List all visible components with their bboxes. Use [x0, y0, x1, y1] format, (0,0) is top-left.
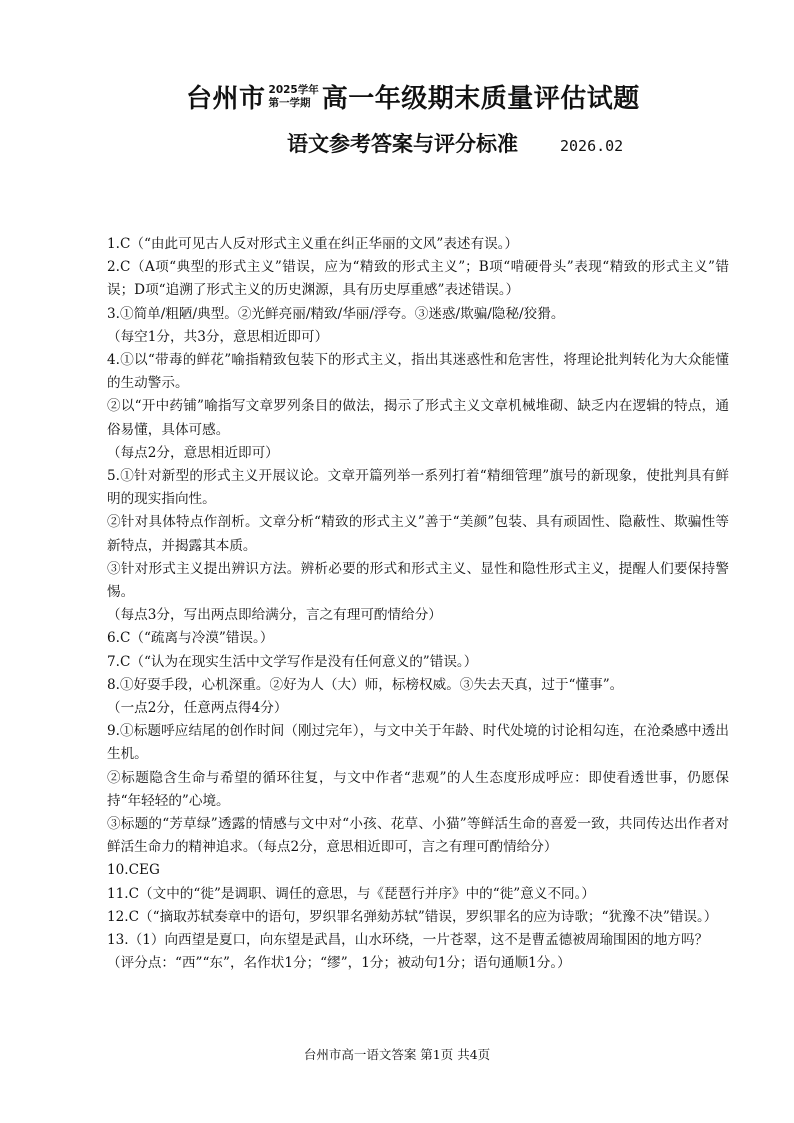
answer-line: 7.C（“认为在现实生活中文学写作是没有任何意义的”错误。）	[107, 653, 478, 670]
answer-line: 8.①好耍手段，心机深重。②好为人（大）师，标榜权威。③失去天真，过于“懂事”。	[107, 676, 624, 693]
subtitle-row	[287, 128, 623, 158]
scoring-note: （每空1分，共3分，意思相近即可）	[107, 328, 329, 345]
school-year: 2025学年	[268, 83, 319, 96]
scoring-note: （每点2分，意思相近即可）	[107, 444, 279, 461]
answer-line: 1.C（“由此可见古人反对形式主义重在纠正华丽的文风”表述有误。）	[107, 236, 519, 252]
answer-line: ③针对形式主义提出辨识方法。辨析必要的形式和形式主义、显性和隐性形式主义，提醒人们要保持警惕。	[107, 560, 729, 601]
answer-line: 13.（1）向西望是夏口，向东望是武昌，山水环绕，一片苍翠，这不是曹孟德被周瑜围困的地方吗？	[107, 932, 709, 949]
answer-line: 2.C（A项“典型的形式主义”错误，应为“精致的形式主义”；B项“啃硬骨头”表现“精致的形式主义”错误；D项“追溯了形式主义的历史渊源，具有历史厚重感”表述错误。）	[107, 259, 729, 299]
exam-title-row	[186, 78, 640, 115]
scoring-note: （每点3分，写出两点即给满分，言之有理可酌情给分）	[107, 607, 442, 624]
answer-line: ②以“开中药铺”喻指写文章罗列条目的做法，揭示了形式主义文章机械堆砌、缺乏内在逻辑的特点，通俗易懂，具体可感。	[107, 398, 729, 438]
answer-line: 5.①针对新型的形式主义开展议论。文章开篇列举一系列打着“精细管理”旗号的新现象，使批判具有鲜明的现实指向性。	[107, 468, 729, 508]
answer-line: 6.C（“疏离与冷漠”错误。）	[107, 630, 274, 647]
exam-title: 高一年级期末质量评估试题	[321, 84, 640, 114]
answer-line: 4.①以“带毒的鲜花”喻指精致包装下的形式主义，指出其迷惑性和危害性，将理论批判转化为大众能懂的生动警示。	[107, 352, 729, 392]
city-name: 台州市	[186, 84, 266, 114]
answer-line: ②针对具体特点作剖析。文章分析“精致的形式主义”善于“美颜”包装、具有顽固性、隐蔽性、欺骗性等新特点，并揭露其本质。	[107, 514, 729, 554]
answer-line: 12.C（“摘取苏轼奏章中的语句，罗织罪名弹劾苏轼”错误，罗织罪名的应为诗歌；“犹豫不决”错误。）	[107, 908, 718, 925]
scoring-note: （评分点：“西”“东”，名作状1分；“缪”，1分；被动句1分；语句通顺1分。）	[107, 955, 571, 972]
answer-line: ②标题隐含生命与希望的循环往复，与文中作者“悲观”的人生态度形成呼应：即使看透世事，仍愿保持“年轻轻的”心境。	[107, 769, 729, 809]
answer-line: 10.CEG	[107, 862, 160, 879]
answer-list	[107, 233, 729, 976]
document-date: 2026.02	[560, 137, 624, 155]
answer-line: ③标题的“芳草绿”透露的情感与文中对“小孩、花草、小猫”等鲜活生命的喜爱一致，共同传达出作者对鲜活生命力的精神追求。（每点2分，意思相近即可，言之有理可酌情给分）	[107, 816, 729, 856]
answer-line: 9.①标题呼应结尾的创作时间（刚过完年），与文中关于年龄、时代处境的讨论相勾连，在沧桑感中透出生机。	[107, 723, 729, 763]
answer-line: 3.①简单/粗陋/典型。②光鲜亮丽/精致/华丽/浮夸。③迷惑/欺骗/隐秘/狡猾。	[107, 305, 565, 322]
school-term: 第一学期	[268, 96, 311, 109]
document-subtitle: 语文参考答案与评分标准	[287, 132, 518, 156]
page-footer: 台州市高一语文答案 第1页 共4页	[303, 1047, 491, 1062]
answer-line: 11.C（文中的“徙”是调职、调任的意思，与《琵琶行并序》中的“徙”意义不同。）	[107, 885, 596, 902]
scoring-note: （一点2分，任意两点得4分）	[107, 700, 288, 717]
school-term-stack	[269, 84, 319, 110]
